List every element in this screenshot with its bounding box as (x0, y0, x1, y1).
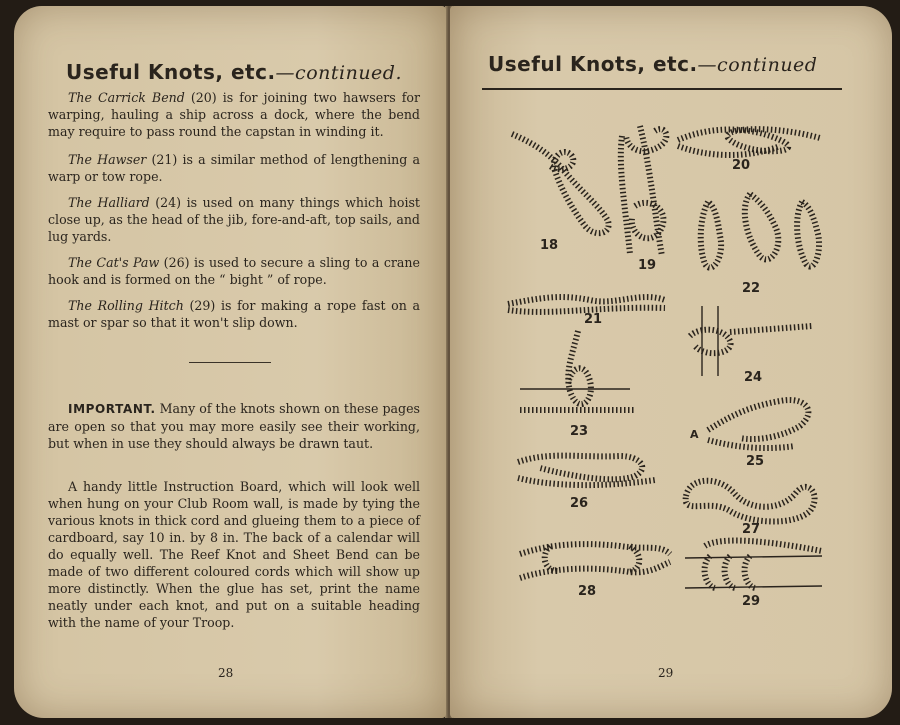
right-header-continued: —continued (697, 54, 818, 76)
figure-label-25: 25 (746, 454, 765, 469)
knot-27-drawing (686, 481, 815, 522)
right-header-main: Useful Knots, etc. (488, 52, 698, 76)
knot-name: The Cat's Paw (68, 255, 160, 270)
paragraph-instruction-board: A handy little Instruction Board, which will look well when hung on your Club Room wall, is made by tying the various knots in thick cord and glueing them to a piece of cardboard, say 10 in. by 8 in. The back of a calendar will do equally well. The Reef Knot and Sheet Bend can be made of two different coloured cords which will show up more distinctly. When the glue has set, print the name neatly under each knot, and put on a suitable heading with the name of your Troop. (48, 479, 420, 630)
left-header-continued: —continued. (275, 62, 402, 84)
figure-label-27: 27 (742, 522, 761, 537)
knot-23-drawing (520, 331, 635, 410)
left-page (14, 6, 446, 718)
knot-25-drawing (708, 400, 808, 448)
knot-description: is used to secure a sling to a crane hook and is formed on the “ bight ” of rope. (48, 255, 420, 287)
left-page-header (66, 60, 402, 84)
knot-description: is for joining two hawsers for warping, hauling a ship across a dock, where the bend may require to pass round the capstan in winding it. (48, 90, 420, 139)
knot-number: (24) (149, 195, 182, 210)
figure-label-28: 28 (578, 584, 597, 599)
figure-label-20: 20 (732, 158, 751, 173)
figure-label-25-a: A (690, 428, 699, 441)
knot-description: is for making a rope fast on a mast or spar so that it won't slip down. (48, 298, 420, 330)
figure-label-24: 24 (744, 370, 763, 385)
figure-label-26: 26 (570, 496, 589, 511)
knot-number: (21) (146, 152, 178, 167)
knot-21-drawing (508, 297, 665, 312)
knot-name: The Rolling Hitch (68, 298, 184, 313)
paragraph-rolling-hitch (48, 297, 420, 331)
figure-label-22: 22 (742, 281, 761, 296)
figure-label-29: 29 (742, 594, 761, 609)
knot-name: The Halliard (68, 195, 150, 210)
knot-19-drawing (621, 126, 667, 256)
figure-label-23: 23 (570, 424, 589, 439)
knot-name: The Hawser (68, 152, 147, 167)
knot-18-drawing (512, 134, 609, 233)
knot-22-drawing (701, 194, 819, 268)
figure-label-19: 19 (638, 258, 657, 273)
knot-number: (20) (184, 90, 217, 105)
knot-29-drawing (685, 541, 822, 588)
knot-description: is used on many things which hoist close up, as the head of the jib, fore-and-aft, top sails, and lug yards. (48, 195, 420, 244)
knot-28-drawing (520, 544, 670, 578)
knot-number: (26) (159, 255, 190, 270)
knot-24-drawing (690, 306, 812, 376)
section-divider (189, 362, 271, 363)
left-header-main: Useful Knots, etc. (66, 60, 276, 84)
paragraph-cats-paw (48, 254, 420, 288)
knot-20-drawing (678, 129, 820, 155)
left-page-number: 28 (218, 666, 234, 680)
figure-label-18: 18 (540, 238, 559, 253)
paragraph-hawser (48, 151, 420, 185)
paragraph-carrick-bend (48, 89, 420, 140)
knot-26-drawing (518, 456, 655, 485)
figure-label-21: 21 (584, 312, 603, 327)
paragraph-halliard (48, 194, 420, 245)
paragraph-important (48, 400, 420, 452)
right-page-number: 29 (658, 666, 674, 680)
knot-name: The Carrick Bend (68, 90, 185, 105)
right-page (450, 6, 892, 718)
important-text: Many of the knots shown on these pages are open so that you may more easily see their working, but when in use they should always be drawn taut. (48, 401, 420, 451)
knot-illustrations (450, 6, 892, 718)
knot-description: is a similar method of lengthening a warp or tow rope. (48, 152, 420, 184)
important-label: IMPORTANT. (68, 402, 156, 416)
knot-number: (29) (183, 298, 216, 313)
